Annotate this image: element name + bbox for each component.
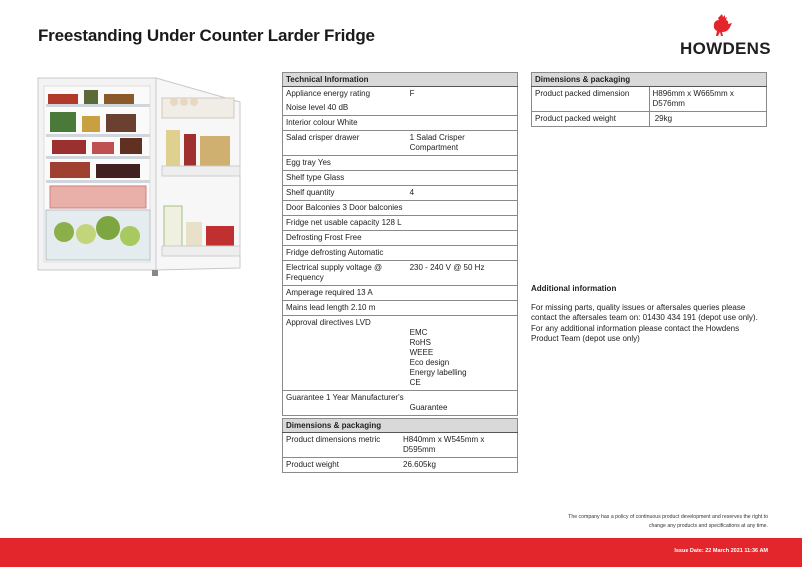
fridge-photo — [34, 72, 274, 282]
table-row: Interior colour White — [283, 116, 518, 131]
packed-dimensions-table — [531, 72, 767, 127]
table-row: Product packed weight 29kg — [532, 112, 767, 127]
table-row: Shelf quantity 4 — [283, 186, 518, 201]
table-header: Dimensions & packaging — [283, 419, 518, 433]
rooster-icon — [708, 14, 734, 38]
howdens-logo — [680, 14, 770, 60]
additional-heading: Additional information — [531, 284, 617, 293]
dimensions-table — [282, 418, 518, 473]
table-row: Product weight 26.605kg — [283, 458, 518, 473]
table-row: Electrical supply voltage @ Frequency 230 - 240 V @ 50 Hz — [283, 261, 518, 286]
table-row: Egg tray Yes — [283, 156, 518, 171]
table-row: Amperage required 13 A — [283, 286, 518, 301]
table-row: Guarantee 1 Year Manufacturer's Guarantee — [283, 391, 518, 416]
table-row: Appliance energy rating F — [283, 87, 518, 102]
disclaimer: The company has a policy of continuous product development and reserves the right to change any products and specifications at any time. — [568, 514, 768, 529]
technical-info-table — [282, 72, 518, 416]
footer-bar — [0, 538, 802, 567]
page-title: Freestanding Under Counter Larder Fridge — [38, 26, 375, 45]
table-row: Salad crisper drawer 1 Salad Crisper Compartment — [283, 131, 518, 156]
table-row: Noise level 40 dB — [283, 101, 518, 116]
table-row: Defrosting Frost Free — [283, 231, 518, 246]
table-row: Shelf type Glass — [283, 171, 518, 186]
table-header: Technical Information — [283, 73, 518, 87]
table-row: Door Balconies 3 Door balconies — [283, 201, 518, 216]
additional-information: Additional information For missing parts, quality issues or aftersales queries please contact the aftersales team on: 01430 434 191 (depot use only). For any additional information please contact the Howdens Product Team (depot use only) — [531, 284, 776, 345]
table-row: Product dimensions metric H840mm x W545mm x D595mm — [283, 433, 518, 458]
table-row: Mains lead length 2.10 m — [283, 301, 518, 316]
table-row: Product packed dimension H896mm x W665mm x D576mm — [532, 87, 767, 112]
issue-date: Issue Date: 22 March 2021 11:36 AM — [674, 548, 768, 554]
table-header: Dimensions & packaging — [532, 73, 767, 87]
brand-name: HOWDENS — [680, 39, 771, 58]
table-row: Fridge defrosting Automatic — [283, 246, 518, 261]
table-row: Fridge net usable capacity 128 L — [283, 216, 518, 231]
table-row: Approval directives LVD EMC RoHS WEEE Eco design Energy labelling CE — [283, 316, 518, 391]
